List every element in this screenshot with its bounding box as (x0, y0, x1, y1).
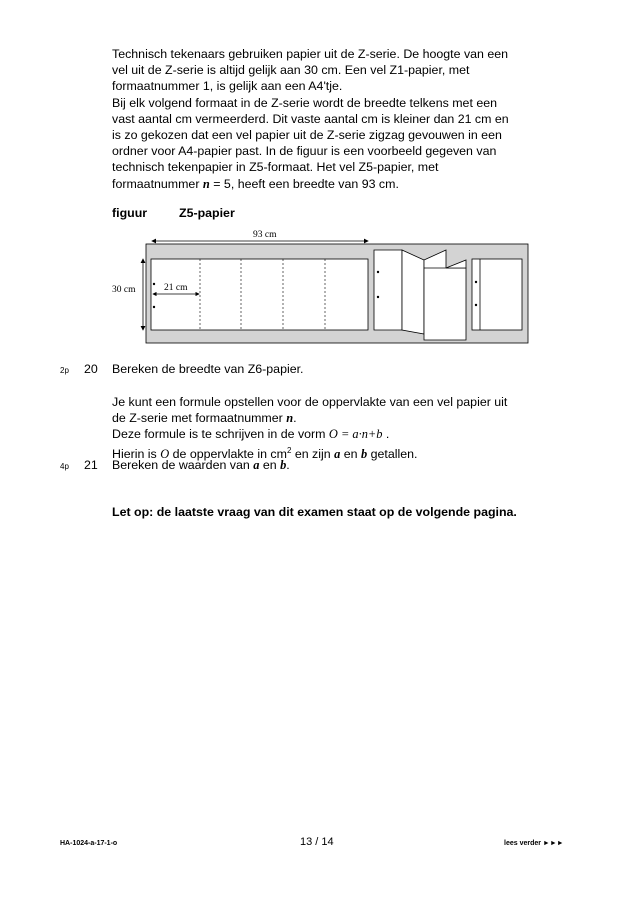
next-page-note: Let op: de laatste vraag van dit examen staat op de volgende pagina. (112, 505, 517, 519)
variable-b: b (360, 446, 368, 461)
figure-label: figuur (112, 206, 148, 220)
variable-a: a (253, 458, 260, 472)
intro-paragraph (112, 46, 557, 192)
intro-line: formaatnummer n = 5, heeft een breedte van 93 cm. (112, 176, 399, 191)
folded-panel (374, 250, 402, 330)
punch-hole (475, 304, 477, 306)
formula-line: de Z-serie met formaatnummer n. (112, 411, 297, 426)
formula-line: Hierin is O de oppervlakte in $cm^2$ en zijn a en b getallen. (112, 445, 418, 461)
z5-paper-figure (106, 226, 532, 348)
question-number: 21 (84, 458, 98, 472)
folded-panel (424, 268, 466, 340)
exam-code: HA-1024-a-17-1-o (60, 840, 118, 847)
variable-O: O (160, 446, 170, 461)
intro-line: formaatnummer 1, is gelijk aan een A4'tje. (112, 79, 343, 94)
variable-n: n (202, 176, 210, 191)
intro-line: Bij elk volgend formaat in de Z-serie wordt de breedte telkens met een (112, 95, 497, 110)
punch-hole (153, 283, 155, 285)
punch-hole (377, 296, 379, 298)
punch-hole (153, 306, 155, 308)
intro-line: technisch tekenpapier in Z5-formaat. Het vel Z5-papier, met (112, 160, 439, 175)
formula-line: Je kunt een formule opstellen voor de oppervlakte van een vel papier uit (112, 395, 508, 409)
question-number: 20 (84, 362, 98, 376)
figure-caption (112, 206, 235, 220)
punch-hole (377, 271, 379, 273)
variable-n: n (286, 411, 294, 426)
intro-line: vel uit de Z-serie is altijd gelijk aan 30 cm. Een vel Z1-papier, met (112, 63, 470, 78)
formula-line: Deze formule is te schrijven in de vorm O = a·n+b . (112, 427, 390, 442)
formula: O = a·n+b (328, 427, 383, 442)
height-label: 30 cm (112, 285, 136, 295)
formula-paragraph (112, 394, 557, 462)
folded-panel (402, 250, 424, 334)
intro-line: vast aantal cm vermeerderd. Dit vaste aantal cm is kleiner dan 21 cm en (112, 111, 509, 126)
continue-indicator: lees verder ►►► (504, 840, 564, 847)
superscript: 2 (286, 445, 292, 455)
ordner-sheet (472, 259, 522, 330)
punch-hole (475, 281, 477, 283)
points-badge: 2p (60, 366, 69, 375)
question-text: Bereken de breedte van Z6-papier. (112, 362, 304, 376)
panel-label: 21 cm (164, 283, 188, 293)
intro-line: is zo gekozen dat een vel papier uit de Z-serie zigzag gevouwen in een (112, 128, 502, 143)
intro-line: ordner voor A4-papier past. In de figuur is een voorbeeld gegeven van (112, 144, 497, 159)
flat-sheet (151, 259, 368, 330)
width-label: 93 cm (253, 230, 277, 240)
page-number: 13 / 14 (300, 836, 334, 848)
intro-line: Technisch tekenaars gebruiken papier uit de Z-serie. De hoogte van een (112, 47, 509, 61)
variable-b: b (280, 458, 287, 472)
question-text: Bereken de waarden van a en b. (112, 458, 290, 472)
variable-a: a (334, 446, 341, 461)
figure-title: Z5-papier (179, 206, 235, 220)
points-badge: 4p (60, 462, 69, 471)
